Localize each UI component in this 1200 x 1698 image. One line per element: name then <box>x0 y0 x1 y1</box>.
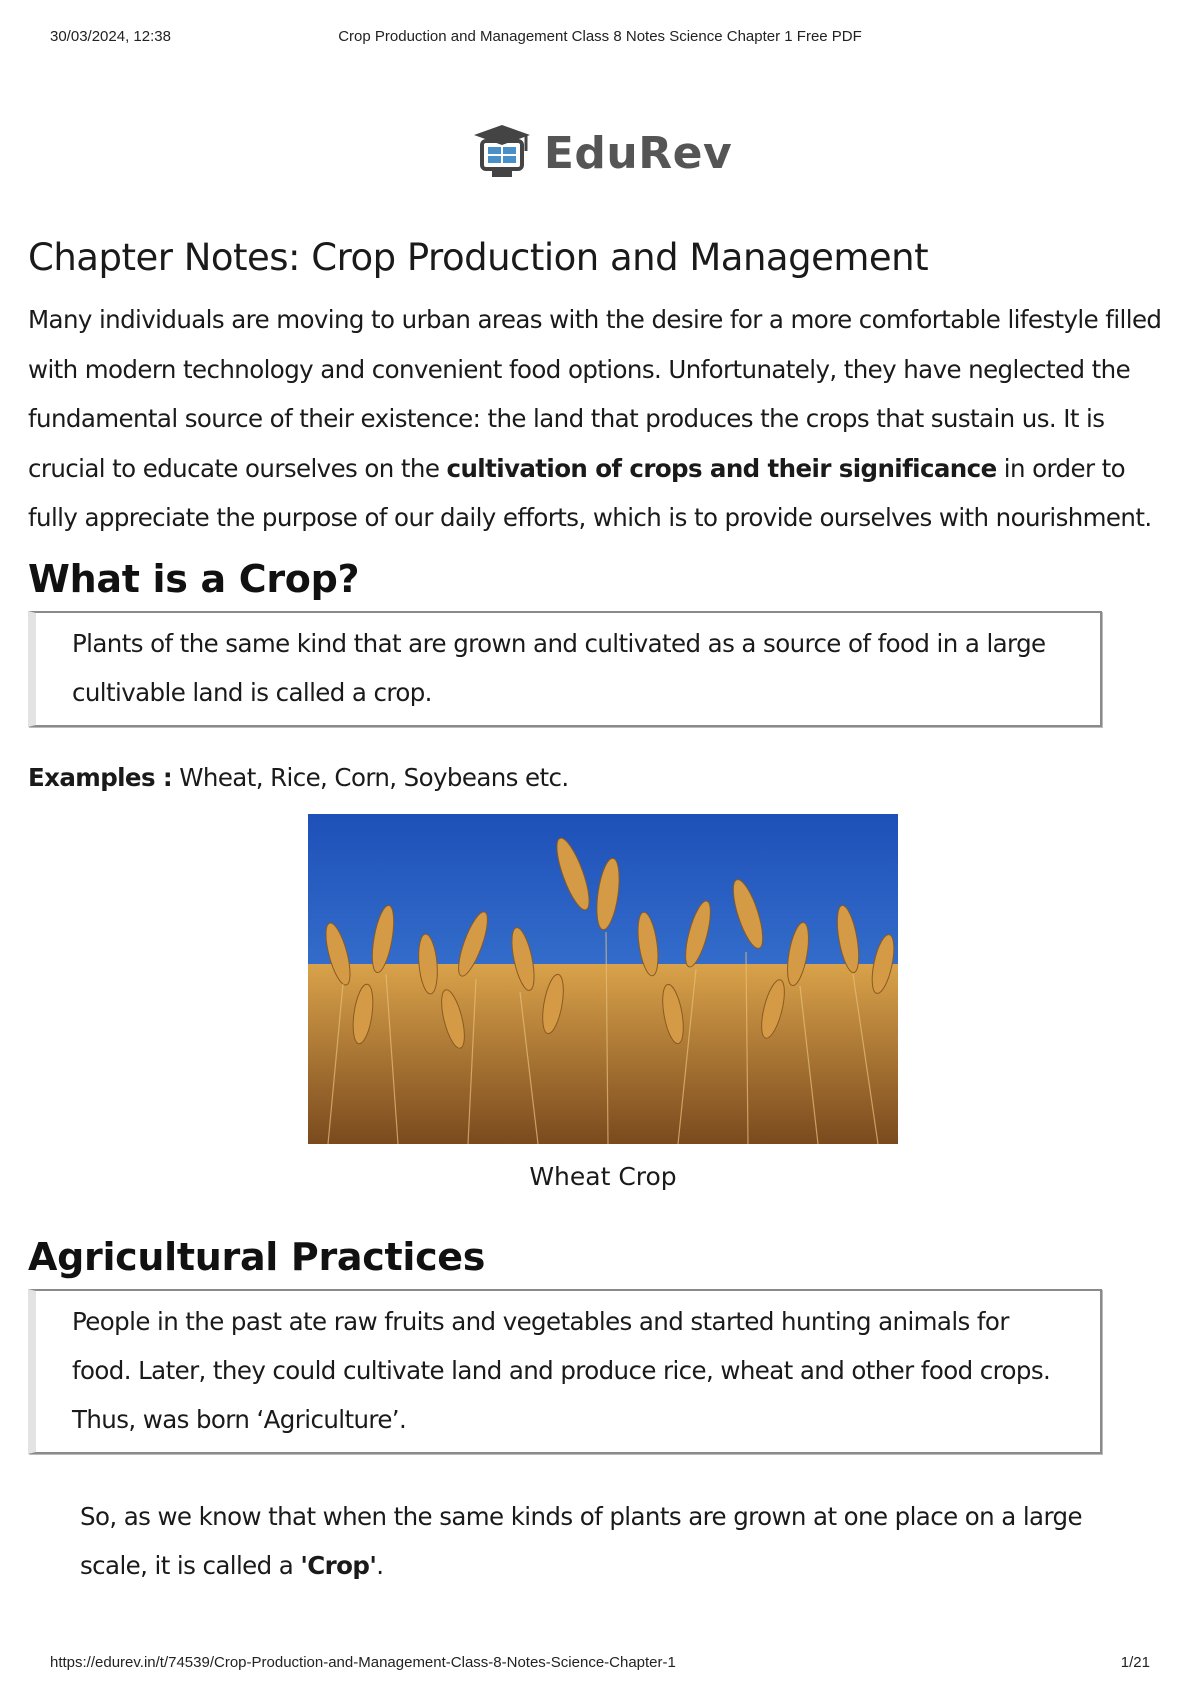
figure-caption: Wheat Crop <box>529 1161 677 1191</box>
wheat-field-image <box>308 814 898 1144</box>
intro-text-2: in order to fully appreciate the purpose of our daily efforts, which is to provide ourselves with nourishment. <box>28 453 1152 532</box>
print-header <box>0 28 1200 50</box>
summary-text-1: So, as we know that when the same kinds of plants are grown at one place on a large scale, it is called a <box>80 1501 1082 1580</box>
print-header-title: Crop Production and Management Class 8 Notes Science Chapter 1 Free PDF <box>338 28 862 45</box>
section-heading-agriculture: Agricultural Practices <box>28 1234 486 1279</box>
page-title: Chapter Notes: Crop Production and Management <box>28 236 929 279</box>
intro-text-1: Many individuals are moving to urban areas with the desire for a more comfortable lifestyle filled with modern technology and convenient food options. Unfortunately, they have neglected the fundamental source of their existence: the land that produces the crops that sustain us. It is crucial to educate ourselves on the <box>28 305 1162 483</box>
wheat-figure <box>28 814 1178 1191</box>
print-header-datetime: 30/03/2024, 12:38 <box>50 28 171 45</box>
graduation-cap-computer-icon <box>468 121 532 185</box>
agriculture-box: People in the past ate raw fruits and vegetables and started hunting animals for food. Later, they could cultivate land and produce rice, wheat and other food crops. Thus, was born ‘Agriculture’. <box>28 1289 1102 1454</box>
examples-line <box>28 763 1178 792</box>
footer-url[interactable]: https://edurev.in/t/74539/Crop-Production-and-Management-Class-8-Notes-Science-Chapter-1 <box>50 1654 676 1671</box>
summary-bold: 'Crop' <box>300 1550 377 1580</box>
section-heading-crop: What is a Crop? <box>28 556 360 601</box>
examples-text: Wheat, Rice, Corn, Soybeans etc. <box>172 762 569 792</box>
summary-text-2: . <box>376 1550 384 1580</box>
footer-page-number: 1/21 <box>1120 1654 1150 1671</box>
main-content <box>28 236 1178 1590</box>
crop-definition-box: Plants of the same kind that are grown and cultivated as a source of food in a large cultivable land is called a crop. <box>28 611 1102 727</box>
examples-label: Examples : <box>28 762 173 792</box>
intro-bold: cultivation of crops and their significance <box>446 453 997 483</box>
print-footer <box>0 1654 1200 1676</box>
intro-paragraph <box>28 295 1178 543</box>
crop-summary-paragraph <box>80 1492 1130 1590</box>
edurev-logo[interactable] <box>0 118 1200 188</box>
logo-text: EduRev <box>543 127 733 179</box>
